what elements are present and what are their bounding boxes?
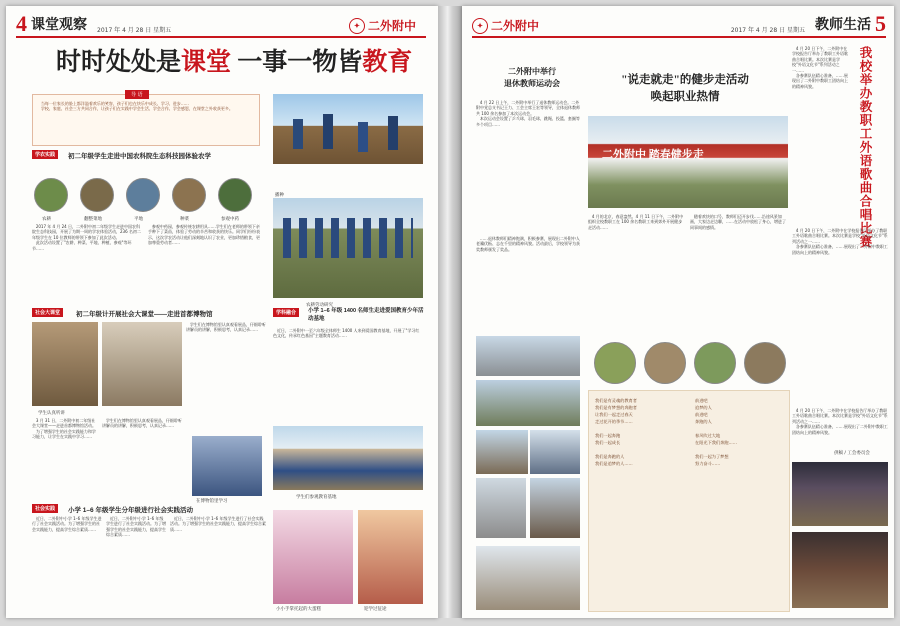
circle-photo (594, 342, 636, 384)
banner-text: 二外附中 踏春健步走 (602, 149, 704, 161)
circle-photo (744, 342, 786, 384)
photo-caption: 小小手掌托起的大蛋糕 (276, 607, 321, 612)
circle-photo (644, 342, 686, 384)
article-title: 初二年级计开展社会大课堂——走进首都博物馆 (76, 311, 213, 318)
photo-caption: 学生们参观教育基地 (296, 495, 337, 500)
event-photo (476, 380, 580, 426)
event-photo (476, 336, 580, 376)
group-photo (273, 426, 423, 490)
section-title: 课堂观察 (31, 18, 87, 33)
article-body: 2017 年 4 月 24 日，二外附中初二年级学生走进中国农科院生态科技园，开展了为期一周的学农体验活动，236 名初二年级学生在 10 位教师的带领下参加了此次活动。 此次活动设置了"农耕、种菜、平地、种植、参观"等环节…… (32, 224, 141, 251)
section-title: 教师生活 (815, 18, 871, 33)
circle-photo (34, 178, 68, 212)
poem-text: 我们是有灵魂的教育者 我们是有梦想的奔跑者 让我们一起走过春天 走过花开的季节…… 我们一起奔跑 我们一起成长 我们是奔跑的人 我们是追梦的人…… (595, 398, 637, 466)
circle-caption: 参观中药 (221, 217, 239, 222)
intro-tag: 导 语 (125, 90, 149, 99)
article-body: 4 月的北京，春意盎然。4 月 11 日下午，二外附中组织全校教职工在 100 余名教职工来到郊外开展健步走活动…… (588, 214, 684, 230)
event-photo (530, 430, 580, 474)
article-title: 小学 1–6 年级学生分年级进行社会实践活动 (68, 507, 193, 514)
article-body: 学生们在博物馆里认真观看展品，仔细聆听讲解员的讲解，积极思考，认真记录…… (186, 322, 266, 333)
article-body: 近日，二外附中小学 1–6 年级学生进行了社会实践活动。为了增强学生的社会实践能力，提高学生综合素质…… (170, 516, 266, 532)
article-tag: 社会实践 (32, 504, 58, 513)
photo-caption: 学生认真听讲 (38, 411, 65, 416)
circle-caption: 农耕 (42, 217, 51, 222)
circle-photo (80, 178, 114, 212)
museum-photo (32, 322, 98, 406)
event-photo (476, 546, 580, 610)
article-body: ……退休教师们精神饱满，积极参赛，展现出二外附中人老骥伏枥、志在千里的精神风貌。活动最后，学校领导为获奖教师颁发了奖品。 (476, 236, 580, 252)
page-number: 5 (875, 11, 886, 36)
choir-photo (792, 532, 888, 608)
circle-photo (172, 178, 206, 212)
header-rule (16, 36, 426, 38)
school-emblem-icon: ✦ (349, 18, 365, 34)
article-body: 近日，二外附中小学 1–6 年级学生进行了社会实践活动。为了增强学生的社会实践能力，提高学生综合素质…… (32, 516, 102, 532)
article-tag: 学科融合 (273, 308, 299, 317)
article-body: 随着欢快的口号，教师们迈开步伐……沿途风景如画，大家边走边聊，……在活动中放松了身心，增进了同事间的感情。 (690, 214, 786, 230)
article-body: 4 月 20 日下午，二外附中在学校报告厅举办了教职工外语歌曲合唱比赛。本次比赛是学校"外语文化节"系列活动之一…… 各参赛队伍精心准备，……展现出了二外附中教职工团结向上的精神风貌。 (792, 46, 848, 89)
children-photo (358, 510, 423, 604)
article-title: 我校举办教职工外语歌曲合唱比赛 (858, 46, 872, 249)
article-body: 参观中药园，参观传统农耕用具……学生们在老师的带领下亲手种下了菜苗，体验了劳动的辛苦和收获的快乐。同学们纷纷表示，这次学农活动让他们深刻地认识了农业，更加珍惜粮食，更加尊重劳动者…… (148, 224, 260, 246)
article-body: 4 月 20 日下午，二外附中在学校报告厅举办了教职工外语歌曲合唱比赛。本次比赛是学校"外语文化节"系列活动之一…… 各参赛队伍精心准备，……展现出了二外附中教职工团结向上的精神风貌。 (792, 228, 888, 255)
book-spine (438, 6, 462, 618)
intro-text: 当每一位家长的脸上都洋溢着欢乐的笑容，孩子们也在快乐中成长、学习、进步…… 学校、家庭、社会三方共同合作，让孩子们在实践中学会生活、学会合作、学会感恩，在课堂之外收获更多。 (40, 101, 233, 112)
children-photo (273, 510, 353, 604)
event-photo (530, 478, 580, 538)
article-tag: 学农实践 (32, 150, 58, 159)
newspaper-page-4 (6, 6, 438, 618)
page-number: 4 (16, 11, 27, 36)
circle-photo (126, 178, 160, 212)
issue-date: 2017 年 4 月 28 日 星期五 (730, 27, 805, 34)
header-rule (472, 36, 886, 38)
page-header (16, 11, 416, 36)
article-body: 4 月 20 日下午，二外附中在学校报告厅举办了教职工外语歌曲合唱比赛。本次比赛是学校"外语文化节"系列活动之一…… 各参赛队伍精心准备，……展现出了二外附中教职工团结向上的精神风貌。 (792, 408, 888, 435)
page-headline: 时时处处是课堂 一事一物皆教育 (56, 49, 413, 76)
poem-box (588, 390, 790, 612)
circle-photo (694, 342, 736, 384)
farming-photo (273, 198, 423, 298)
article-title: 二外附中举行 退休教师运动会 (504, 67, 560, 88)
circle-caption: 种菜 (180, 217, 189, 222)
poem-text: 前进吧 追梦的人 前进吧 奔跑的人 春风吹过大地 在阳光下我们奔跑…… 我们一起为了梦想 努力奋斗…… (695, 398, 737, 466)
article-body: 4 月 22 日上午，二外附中举行了退休教师运动会。二外附中党总支书记王力、工会主席王宏等领导，全体退休教师共 100 余名参加了本次运动会。 本次运动会设置了乒乓球、羽毛球、跳绳、投篮、套圈等多个项目…… (476, 100, 580, 127)
intro-box (32, 94, 260, 146)
article-body: 近日，二外附中小学 1–6 年级学生进行了社会实践活动。为了增强学生的社会实践能力，提高学生综合素质…… (106, 516, 166, 538)
choir-photo (792, 462, 888, 526)
photo-caption: 迎学过征途 (364, 607, 387, 612)
students-photo (192, 436, 262, 496)
page-header (472, 11, 886, 36)
issue-date: 2017 年 4 月 28 日 星期五 (97, 27, 172, 34)
photo-caption: 农耕劳动研究 (306, 303, 333, 308)
article-title: 初二年级学生走进中国农科院生态科技园体验农学 (68, 153, 211, 160)
article-body: 学生们在博物馆里认真观看展品，仔细聆听讲解员的讲解，积极思考，认真记录…… (102, 418, 182, 429)
article-title: "说走就走"的健步走活动 唤起职业热情 (621, 74, 749, 103)
circle-caption: 平地 (134, 217, 143, 222)
school-logo: ✦ 二外附中 (349, 17, 416, 34)
hiking-group-photo (588, 116, 788, 208)
article-title: 小学 1–6 年级 1400 名师生走进爱国教育少年活动基地 (308, 308, 424, 322)
article-tag: 社会大课堂 (32, 308, 63, 317)
event-photo (476, 430, 528, 474)
circle-caption: 翻整菜地 (84, 217, 102, 222)
school-emblem-icon: ✦ (472, 18, 488, 34)
event-photo (476, 478, 526, 538)
school-logo: ✦ 二外附中 (472, 17, 539, 34)
newspaper-page-5 (462, 6, 894, 618)
circle-photo (218, 178, 252, 212)
article-signoff: 供稿 / 工会委员会 (834, 451, 870, 456)
planting-photo (273, 94, 423, 164)
photo-caption: 在博物馆里学习 (196, 499, 228, 504)
photo-caption: 播种 (275, 193, 284, 198)
museum-photo (102, 322, 182, 406)
article-body: 近日，二外附中一至六年级全体师生 1400 人来到爱国教育基地，开展了"学习红色文化，传承红色基因"主题教育活动…… (273, 328, 420, 339)
article-body: 3 月 31 日，二外附中初二年级社会大课堂——走进首都博物馆活动。 为了增强学生的社会实践能力和学习能力，让学生在实践中学习…… (32, 418, 96, 440)
